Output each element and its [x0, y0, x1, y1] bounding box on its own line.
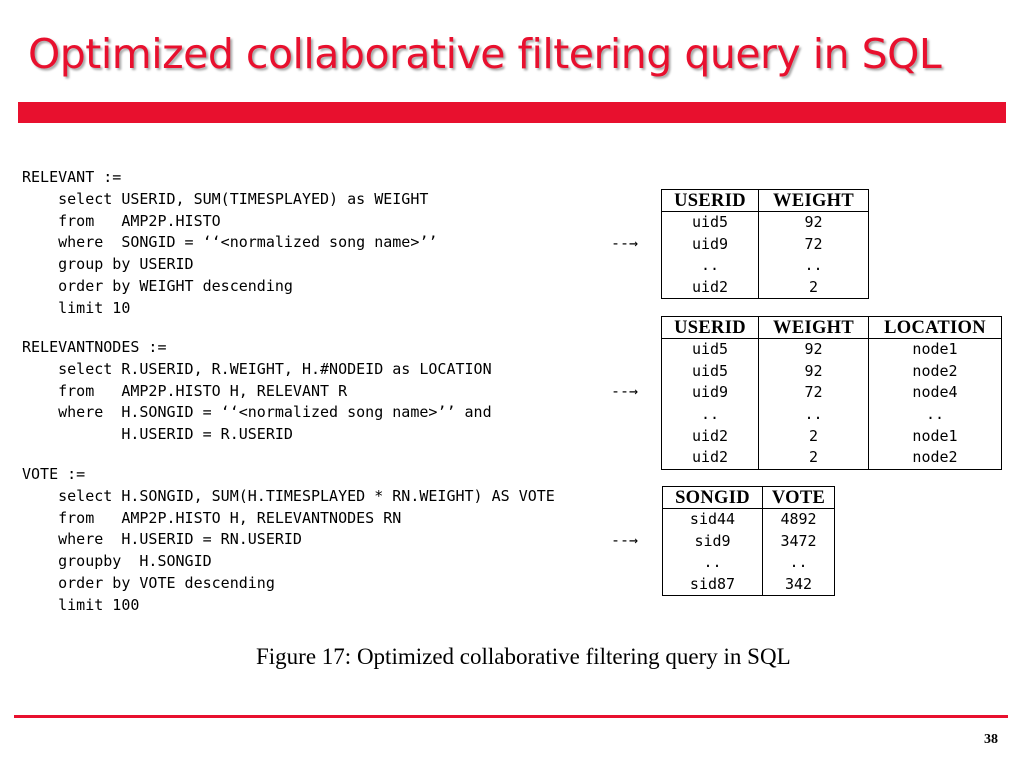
column-header: WEIGHT: [759, 190, 869, 212]
relevantnodes-query-code: RELEVANTNODES := select R.USERID, R.WEIGHT, H.#NODEID as LOCATION from AMP2P.HISTO H, RELEVANT R where H.SONGID = ‘‘<normalized song name>’’ and H.USERID = R.USERID: [22, 338, 492, 444]
table-cell: uid2: [662, 425, 759, 447]
table-row: [662, 404, 1002, 426]
table-cell: ..: [662, 255, 759, 277]
vote-query-code: VOTE := select H.SONGID, SUM(H.TIMESPLAYED * RN.WEIGHT) AS VOTE from AMP2P.HISTO H, RELEVANTNODES RN where H.USERID = RN.USERID groupby H.SONGID order by VOTE descending limit 100: [22, 465, 555, 614]
table-row: [662, 447, 1002, 469]
table-cell: ..: [759, 404, 869, 426]
table-cell: 72: [759, 234, 869, 256]
table-cell: 2: [759, 277, 869, 299]
table-cell: ..: [663, 552, 763, 574]
figure-caption: Figure 17: Optimized collaborative filtering query in SQL: [256, 644, 791, 669]
table-cell: ..: [662, 404, 759, 426]
column-header: WEIGHT: [759, 317, 869, 339]
table-cell: 72: [759, 382, 869, 404]
table-cell: 92: [759, 339, 869, 361]
table-cell: 92: [759, 361, 869, 383]
table-cell: ..: [759, 255, 869, 277]
column-header: VOTE: [763, 487, 835, 509]
table-cell: sid44: [663, 509, 763, 531]
table-cell: uid5: [662, 339, 759, 361]
table-cell: ..: [763, 552, 835, 574]
relevant-arrow: --→: [611, 234, 639, 252]
relevantnodes-arrow: --→: [611, 382, 639, 400]
table-cell: uid2: [662, 277, 759, 299]
table-cell: 2: [759, 425, 869, 447]
table-cell: uid5: [662, 212, 759, 234]
page-number: 38: [984, 732, 998, 747]
table-row: [662, 361, 1002, 383]
table-cell: 3472: [763, 531, 835, 553]
footer-divider: [14, 715, 1008, 718]
table-cell: sid9: [663, 531, 763, 553]
column-header: USERID: [662, 317, 759, 339]
table-row: [662, 277, 869, 299]
table-row: [662, 425, 1002, 447]
table-cell: 92: [759, 212, 869, 234]
table-row: [662, 382, 1002, 404]
table-cell: uid9: [662, 382, 759, 404]
relevantnodes-result-table: [661, 316, 1002, 470]
vote-result-table: [662, 486, 835, 596]
table-row: [662, 234, 869, 256]
table-cell: node1: [869, 339, 1002, 361]
table-cell: sid87: [663, 574, 763, 596]
table-row: [663, 531, 835, 553]
table-cell: 4892: [763, 509, 835, 531]
table-cell: uid5: [662, 361, 759, 383]
slide-title: Optimized collaborative filtering query in SQL: [28, 30, 942, 78]
table-row: [662, 212, 869, 234]
table-cell: ..: [869, 404, 1002, 426]
table-cell: node1: [869, 425, 1002, 447]
table-cell: node2: [869, 361, 1002, 383]
column-header: USERID: [662, 190, 759, 212]
column-header: LOCATION: [869, 317, 1002, 339]
table-cell: uid9: [662, 234, 759, 256]
table-cell: node4: [869, 382, 1002, 404]
relevant-query-code: RELEVANT := select USERID, SUM(TIMESPLAYED) as WEIGHT from AMP2P.HISTO where SONGID = ‘‘<normalized song name>’’ group by USERID order by WEIGHT descending limit 10: [22, 168, 438, 317]
relevant-result-table: [661, 189, 869, 299]
table-row: [663, 509, 835, 531]
table-cell: uid2: [662, 447, 759, 469]
table-cell: 2: [759, 447, 869, 469]
vote-arrow: --→: [611, 531, 639, 549]
table-row: [663, 574, 835, 596]
table-row: [662, 255, 869, 277]
table-cell: node2: [869, 447, 1002, 469]
column-header: SONGID: [663, 487, 763, 509]
table-row: [662, 339, 1002, 361]
title-underline-bar: [18, 102, 1006, 123]
table-cell: 342: [763, 574, 835, 596]
table-row: [663, 552, 835, 574]
